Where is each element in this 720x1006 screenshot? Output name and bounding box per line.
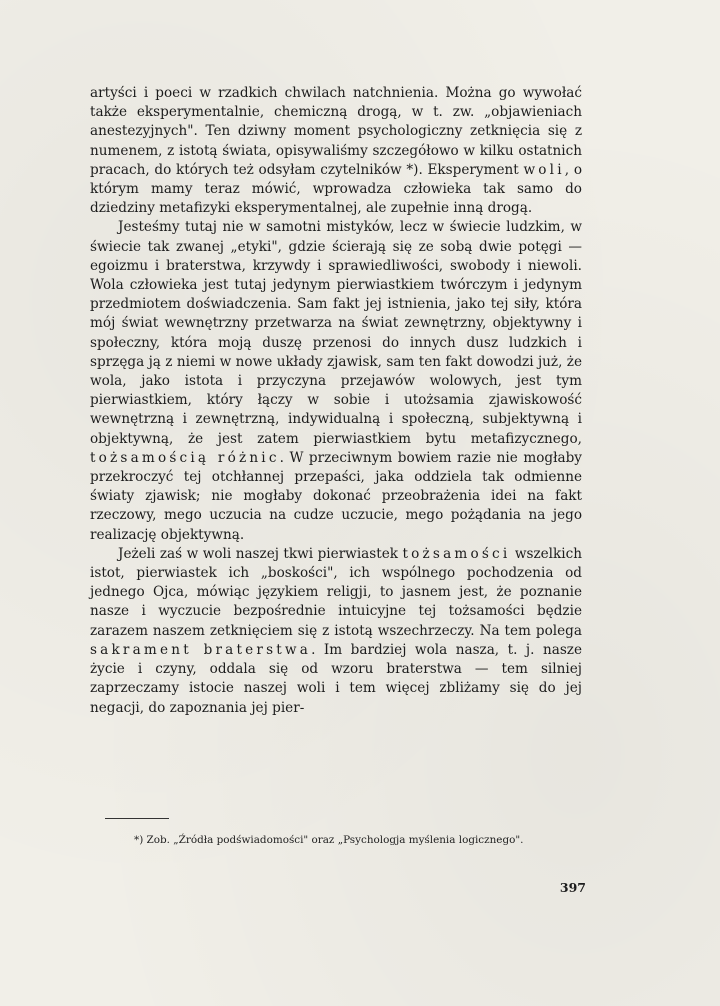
- paragraph-1-segment-3: , o którym mamy teraz mówić, wprowadza człowieka tak samo do dziedziny metafizyki eksperymentalnej, ale zupełnie inną drogą.: [90, 161, 582, 217]
- paragraph-1-segment-1: artyści i poeci w rzadkich chwilach natchnienia. Można go wywołać także eksperymentalnie, chemiczną drogą, w t. zw. „objawieniach anestezyjnych". Ten dziwny moment psychologiczny zetknięcia się z numenem, z istotą świata, opisywaliśmy szczegółowo w kilku ostatnich pracach, do których też odsyłam czytelników *). Eksperyment: [90, 85, 582, 178]
- emphasis-woli: woli: [523, 161, 565, 178]
- paragraph-3: [90, 545, 582, 718]
- footnote-divider: [105, 818, 169, 819]
- paragraph-2-segment-1: Jesteśmy tutaj nie w samotni mistyków, lecz w świecie ludzkim, w świecie tak zwanej „etyki", gdzie ścierają się ze sobą dwie potęgi — egoizmu i braterstwa, krzywdy i sprawiedliwości, swobody i niewoli. Wola człowieka jest tutaj jedynym pierwiastkiem twórczym i jedynym przedmiotem doświadczenia. Sam fakt jej istnienia, jako tej siły, która mój świat wewnętrzny przetwarza na świat zewnętrzny, objektywny i społeczny, która moją duszę przenosi do innych dusz ludzkich i sprzęga ją z niemi w nowe układy zjawisk, sam ten fakt dowodzi już, że wola, jako istota i przyczyna przejawów wolowych, jest tym pierwiastkiem, który łączy w sobie i utożsamia zjawiskowość wewnętrzną i zewnętrzną, indywidualną i społeczną, subjektywną i objektywną, że jest zatem pierwiastkiem bytu metafizycznego,: [90, 219, 582, 447]
- emphasis-tozsamoscia-roznic: tożsamością różnic: [90, 449, 280, 466]
- paragraph-3-segment-5: . Im bardziej wola nasza, t. j. nasze życie i czyny, oddala się od wzoru braterstwa — tem silniej zaprzeczamy istocie naszej woli i tem więcej zbliżamy się do jej negacji, do zapoznania jej pier-: [90, 641, 582, 716]
- emphasis-sakrament-braterstwa: sakrament braterstwa: [90, 641, 312, 658]
- page-number: 397: [559, 880, 586, 895]
- paragraph-2-segment-3: . W przeciwnym bowiem razie nie mogłaby przekroczyć tej otchłannej przepaści, jaka oddziela tak odmienne światy zjawisk; nie mogłaby dokonać przeobrażenia idei na fakt rzeczowy, mego uczucia na cudze uczucie, mego pożądania na jego realizację objektywną.: [90, 449, 582, 543]
- paragraph-3-segment-1: Jeżeli zaś w woli naszej tkwi pierwiastek: [118, 545, 403, 562]
- emphasis-tozsamosci: tożsamości: [402, 545, 511, 562]
- paragraph-2: [90, 218, 582, 544]
- paragraph-3-segment-3: wszelkich istot, pierwiastek ich „boskości", ich wspólnego pochodzenia od jednego Ojca, mówiąc językiem religji, to jasnem jest, że poznanie nasze i wyczucie bezpośrednie intuicyjne tej tożsamości będzie zarazem naszem zetknięciem się z istotą wszechrzeczy. Na tem polega: [90, 545, 582, 639]
- footnote: *) Zob. „Źródła podświadomości" oraz „Psychologja myślenia logicznego".: [134, 834, 524, 846]
- paragraph-1: [90, 84, 582, 218]
- main-text: [90, 84, 582, 718]
